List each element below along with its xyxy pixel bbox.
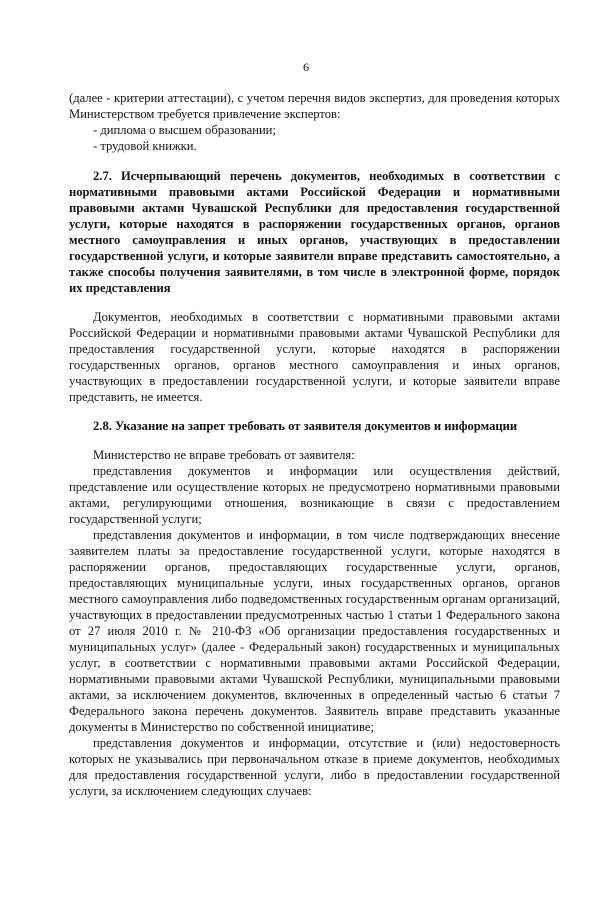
section-heading-2-8: 2.8. Указание на запрет требовать от заявителя документов и информации bbox=[93, 419, 518, 433]
section-2-8-paragraph: представления документов и информации, отсутствие и (или) недостоверность которых не указывались при первоначальном отказе в приеме документов, необходимых для предоставления государственной услуги, либо в предоставлении государственной услуги, за исключением следующих случаев: bbox=[69, 736, 560, 798]
list-item: - трудовой книжки. bbox=[93, 139, 197, 153]
document-body bbox=[69, 90, 560, 799]
section-heading-2-7: 2.7. Исчерпывающий перечень документов, необходимых в соответствии с нормативными правовыми актами Российской Федерации и нормативными правовыми актами Чувашской Республики для предоставления государственной услуги, которые находятся в распоряжении государственных органов, органов местного самоуправления и иных органов, участвующих в предоставлении государственной услуги, и которые заявители вправе представить самостоятельно, а также способы получения заявителями, в том числе в электронной форме, порядок их представления bbox=[69, 169, 560, 295]
list-item: - диплома о высшем образовании; bbox=[93, 123, 276, 137]
section-2-8-paragraph: Министерство не вправе требовать от заявителя: bbox=[93, 448, 355, 462]
section-2-8-paragraph: представления документов и информации, в том числе подтверждающих внесение заявителем платы за предоставление государственной услуги, которые находятся в распоряжении органов, предоставляющих государственные услуги, органов, предоставляющих муниципальные услуги, иных государственных органов, органов местного самоуправления либо подведомственных государственным органам организаций, участвующих в предоставлении предусмотренных частью 1 статьи 1 Федерального закона от 27 июля 2010 г. № 210-ФЗ «Об организации предоставления государственных и муниципальных услуг» (далее - Федеральный закон) государственных и муниципальных услуг, в соответствии с нормативными правовыми актами Российской Федерации, нормативными правовыми актами Чувашской Республики, муниципальными правовыми актами, за исключением документов, включенных в определенный частью 6 статьи 7 Федерального закона перечень документов. Заявитель вправе представить указанные документы в Министерство по собственной инициативе; bbox=[69, 528, 560, 734]
section-2-8-paragraph: представления документов и информации или осуществления действий, представление или осуществление которых не предусмотрено нормативными правовыми актами, регулирующими отношения, возникающие в связи с предоставлением государственной услуги; bbox=[69, 464, 560, 526]
page-number: 6 bbox=[303, 60, 309, 74]
intro-paragraph: (далее - критерии аттестации), с учетом перечня видов экспертиз, для проведения которых Министерством требуется привлечение экспертов: bbox=[69, 91, 560, 121]
section-2-7-paragraph: Документов, необходимых в соответствии с нормативными правовыми актами Российской Федерации и нормативными правовыми актами Чувашской Республики для предоставления государственной услуги, которые находятся в распоряжении государственных органов, органов местного самоуправления и иных органов, участвующих в предоставлении государственной услуги, и которые заявители вправе представить, не имеется. bbox=[69, 310, 560, 404]
